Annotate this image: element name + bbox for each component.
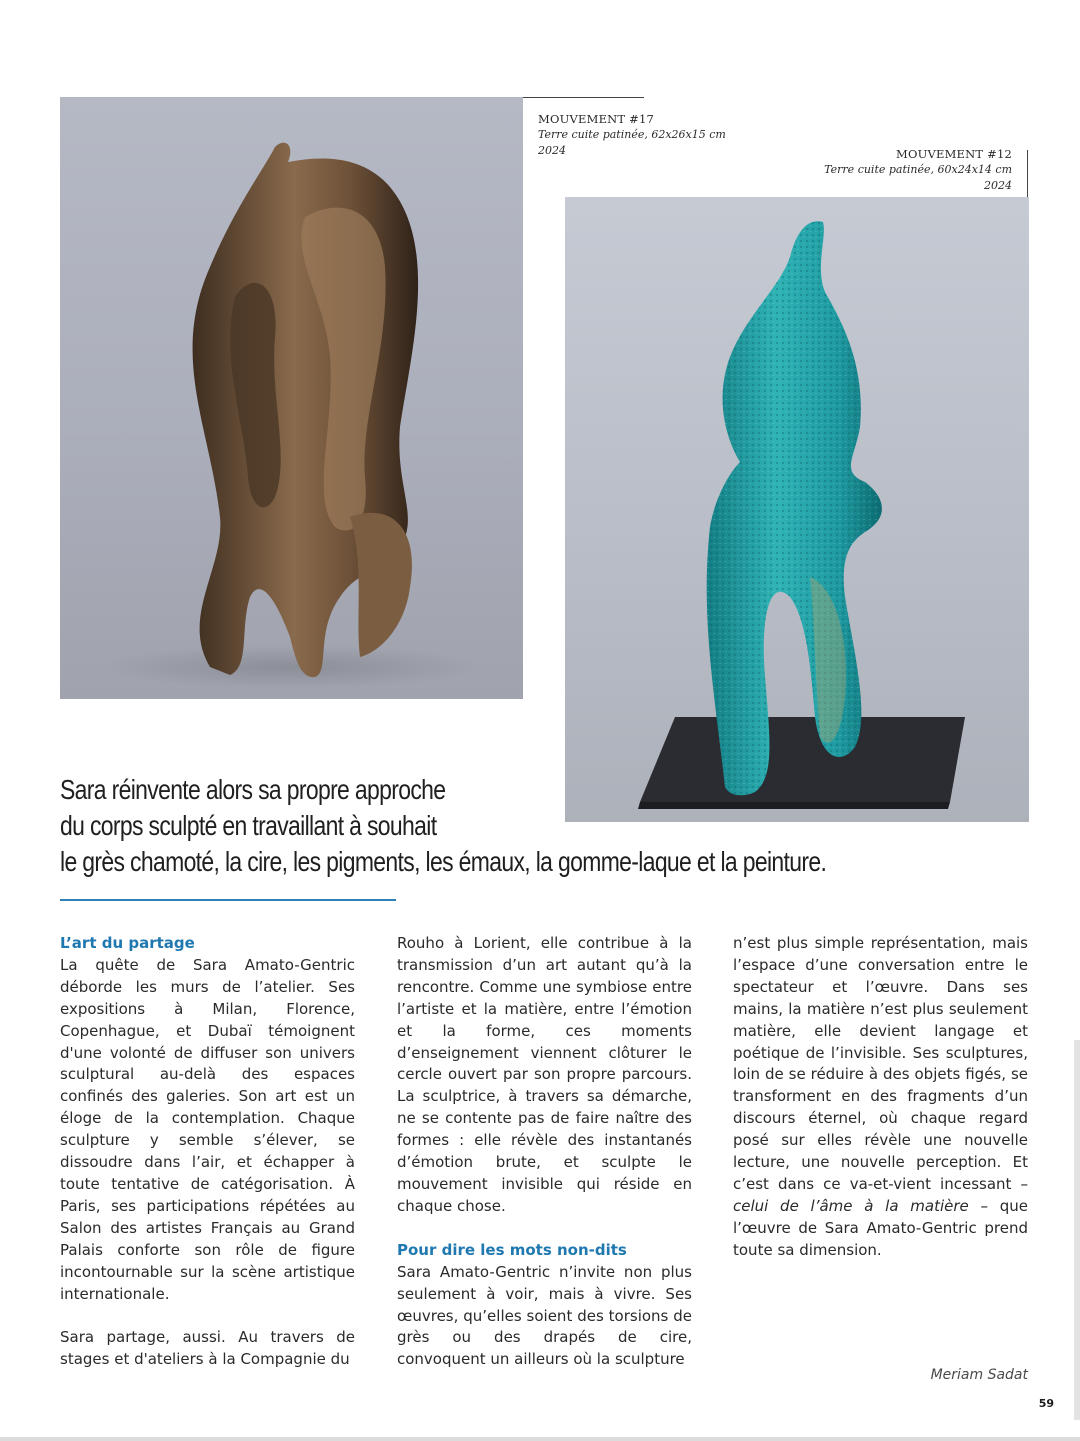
bronze-sculpture-illustration	[60, 97, 523, 699]
paragraph: Sara partage, aussi. Au travers de stages et d'ateliers à la Compagnie du	[60, 1328, 355, 1369]
caption-material: Terre cuite patinée, 60x24x14 cm	[824, 163, 1012, 176]
sculpture-photo-mouvement-17	[60, 97, 523, 699]
turquoise-sculpture-illustration	[565, 197, 1029, 822]
section-heading-art-du-partage: L’art du partage	[60, 934, 195, 952]
page-number: 59	[1038, 1397, 1054, 1410]
article-column-2	[397, 933, 692, 1371]
pull-quote-line: le grès chamoté, la cire, les pigments, les émaux, la gomme-laque et la peinture.	[60, 846, 827, 877]
bottom-edge	[0, 1437, 1080, 1441]
article-column-1	[60, 933, 355, 1371]
article-column-3	[733, 933, 1028, 1262]
caption-mouvement-12	[820, 146, 1012, 194]
caption-material: Terre cuite patinée, 62x26x15 cm	[538, 128, 726, 141]
paragraph: Rouho à Lorient, elle contribue à la transmission d’un art autant qu’à la rencontre. Comme une symbiose entre l’artiste et la matière, entre l’émotion et la forme, ces moments d’enseignement viennent clôturer le cercle ouvert par son propre parcours. La sculptrice, à travers sa démarche, ne se contente pas de faire naître des formes : elle révèle des instantanés d’émotion brute, et sculpte le mouvement invisible qui réside en chaque chose.	[397, 934, 692, 1215]
pull-quote	[60, 772, 1003, 880]
paragraph: Sara Amato-Gentric n’invite non plus seulement à voir, mais à vivre. Ses œuvres, qu’elles soient des torsions de grès ou des drapés de cire, convoquent un ailleurs où la sculpture	[397, 1262, 692, 1369]
divider-rule	[60, 899, 396, 901]
caption-year: 2024	[984, 179, 1012, 192]
section-heading-mots-non-dits: Pour dire les mots non-dits	[397, 1240, 627, 1259]
author-signature: Meriam Sadat	[930, 1367, 1028, 1383]
paragraph: n’est plus simple représentation, mais l’espace d’une conversation entre le spectateur et l’œuvre. Dans ses mains, la matière n’est plus seulement matière, elle devient langage et poétique de l’invisible. Ses sculptures, loin de se réduire à des objets figés, se transforment en des fragments d’un discours éternel, où chaque regard posé sur elles révèle une nouvelle lecture, une nouvelle perception. Et c’est dans ce va-et-vient incessant – celui de l’âme à la matière – que l’œuvre de Sara Amato-Gentric prend toute sa dimension.	[733, 934, 1028, 1259]
caption-title: MOUVEMENT #12	[895, 147, 1012, 161]
italic-phrase: – celui de l’âme à la matière –	[733, 1174, 1028, 1215]
caption-year: 2024	[538, 144, 566, 157]
caption-rule-right	[1027, 150, 1028, 198]
sculpture-photo-mouvement-12	[565, 197, 1029, 822]
pull-quote-line: du corps sculpté en travaillant à souhait	[60, 810, 437, 841]
caption-rule-left	[523, 97, 644, 98]
pull-quote-line: Sara réinvente alors sa propre approche	[60, 774, 446, 805]
caption-title: MOUVEMENT #17	[538, 112, 655, 126]
paragraph: La quête de Sara Amato-Gentric déborde les murs de l’atelier. Ses expositions à Milan, Florence, Copenhague, et Dubaï témoignent d'une volonté de diffuser son univers sculptural au-delà des espaces confinés des galeries. Son art est un éloge de la contemplation. Chaque sculpture y semble s’élever, se dissoudre dans l’air, et échapper à toute tentative de catégorisation. À Paris, ses participations répétées au Salon des artistes Français au Grand Palais conforte son rôle de figure incontournable sur la scène artistique internationale.	[60, 955, 355, 1303]
scrollbar[interactable]	[1074, 1040, 1080, 1420]
caption-mouvement-17	[538, 111, 726, 159]
